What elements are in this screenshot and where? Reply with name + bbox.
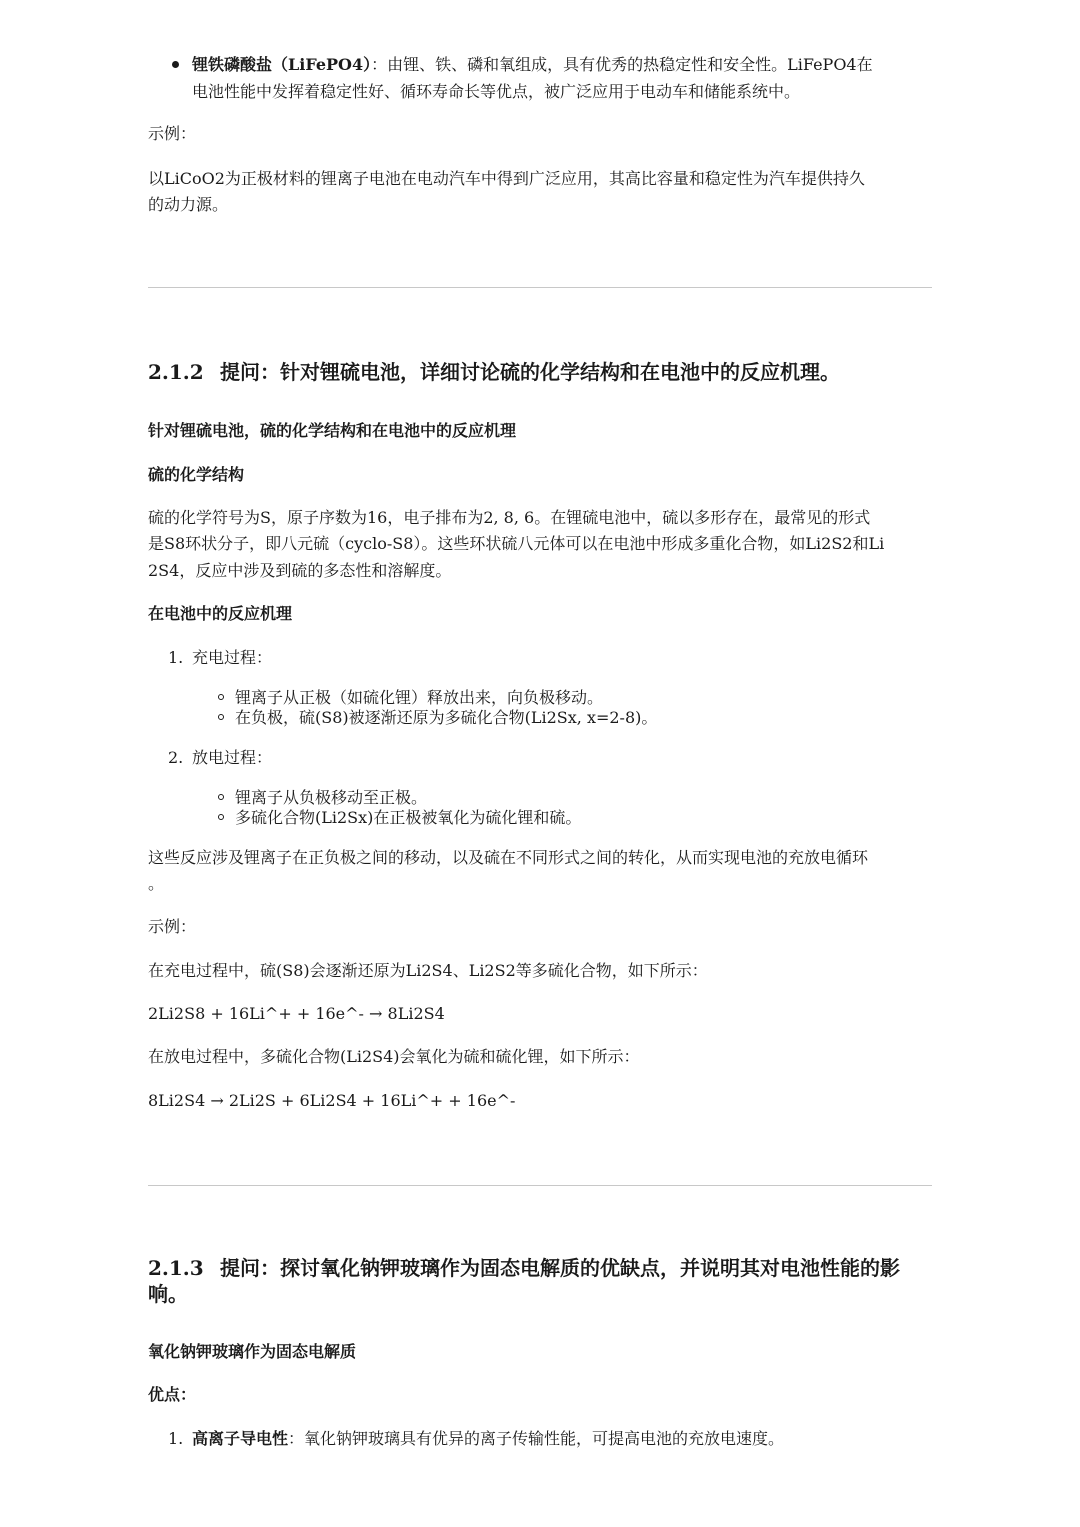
example-line: 的动力源。 <box>148 195 229 214</box>
bullet-text-continued: 电池性能中发挥着稳定性好、循环寿命长等优点，被广泛应用于电动车和储能系统中。 <box>192 82 801 101</box>
bullet-disc-icon <box>172 61 179 68</box>
example-label: 示例： <box>148 124 197 143</box>
example-charge-text: 在充电过程中，硫(S8)会逐渐还原为Li2S4、Li2S2等多硫化合物，如下所示： <box>148 961 708 980</box>
list-item: 锂离子从负极移动至正极。 <box>235 788 428 807</box>
bullet-circle-icon <box>218 814 224 820</box>
discharge-process-label: 放电过程： <box>192 748 273 767</box>
list-number: 1. <box>168 648 184 667</box>
section-subtitle: 氧化钠钾玻璃作为固态电解质 <box>148 1342 357 1361</box>
summary-line: 这些反应涉及锂离子在正负极之间的移动，以及硫在不同形式之间的转化，从而实现电池的充放电循环 <box>148 848 869 867</box>
section-heading-2-1-3 <box>148 1254 900 1282</box>
list-number: 1. <box>168 1429 184 1448</box>
list-number: 2. <box>168 748 184 767</box>
section-title-continued: 响。 <box>148 1282 188 1306</box>
bullet-item-lifepo4 <box>192 52 873 78</box>
section-subtitle: 针对锂硫电池，硫的化学结构和在电池中的反应机理 <box>148 421 517 440</box>
bullet-circle-icon <box>218 714 224 720</box>
structure-paragraph-line: 2S4，反应中涉及到硫的多态性和溶解度。 <box>148 561 452 580</box>
section-divider <box>148 287 932 288</box>
equation: 2Li2S8 + 16Li^+ + 16e^- → 8Li2S4 <box>148 1004 445 1023</box>
list-item: 锂离子从正极（如硫化锂）释放出来，向负极移动。 <box>235 688 604 707</box>
bullet-title: 锂铁磷酸盐（LiFePO4） <box>192 55 372 74</box>
bullet-circle-icon <box>218 794 224 800</box>
structure-heading: 硫的化学结构 <box>148 465 245 484</box>
example-discharge-text: 在放电过程中，多硫化合物(Li2S4)会氧化为硫和硫化锂，如下所示： <box>148 1047 640 1066</box>
structure-paragraph-line: 硫的化学符号为S，原子序数为16，电子排布为2, 8, 6。在锂硫电池中，硫以多形存在，最常见的形式 <box>148 508 871 527</box>
summary-line: 。 <box>148 874 165 893</box>
list-item: 多硫化合物(Li2Sx)在正极被氧化为硫化锂和硫。 <box>235 808 582 827</box>
bullet-text: ：由锂、铁、磷和氧组成，具有优秀的热稳定性和安全性。LiFePO4在 <box>371 55 873 74</box>
advantage-text: ：氧化钠钾玻璃具有优异的离子传输性能，可提高电池的充放电速度。 <box>288 1429 785 1448</box>
mechanism-heading: 在电池中的反应机理 <box>148 604 293 623</box>
bullet-circle-icon <box>218 694 224 700</box>
section-title: 提问：探讨氧化钠钾玻璃作为固态电解质的优缺点，并说明其对电池性能的影 <box>220 1256 900 1280</box>
structure-paragraph-line: 是S8环状分子，即八元硫（cyclo-S8）。这些环状硫八元体可以在电池中形成多重化合物，如Li2S2和Li <box>148 534 885 553</box>
section-divider <box>148 1185 932 1186</box>
example-label: 示例： <box>148 917 197 936</box>
example-line: 以LiCoO2为正极材料的锂离子电池在电动汽车中得到广泛应用，其高比容量和稳定性为汽车提供持久 <box>148 169 865 188</box>
equation: 8Li2S4 → 2Li2S + 6Li2S4 + 16Li^+ + 16e^- <box>148 1091 516 1110</box>
section-heading-2-1-2 <box>148 358 840 386</box>
charge-process-label: 充电过程： <box>192 648 273 667</box>
section-number: 2.1.2 <box>148 360 204 384</box>
section-title: 提问：针对锂硫电池，详细讨论硫的化学结构和在电池中的反应机理。 <box>220 360 840 384</box>
advantage-title: 高离子导电性 <box>192 1429 289 1448</box>
advantages-label: 优点： <box>148 1385 197 1404</box>
list-item: 在负极，硫(S8)被逐渐还原为多硫化合物(Li2Sx, x=2-8)。 <box>235 708 658 727</box>
section-number: 2.1.3 <box>148 1256 204 1280</box>
advantage-item <box>192 1426 784 1452</box>
